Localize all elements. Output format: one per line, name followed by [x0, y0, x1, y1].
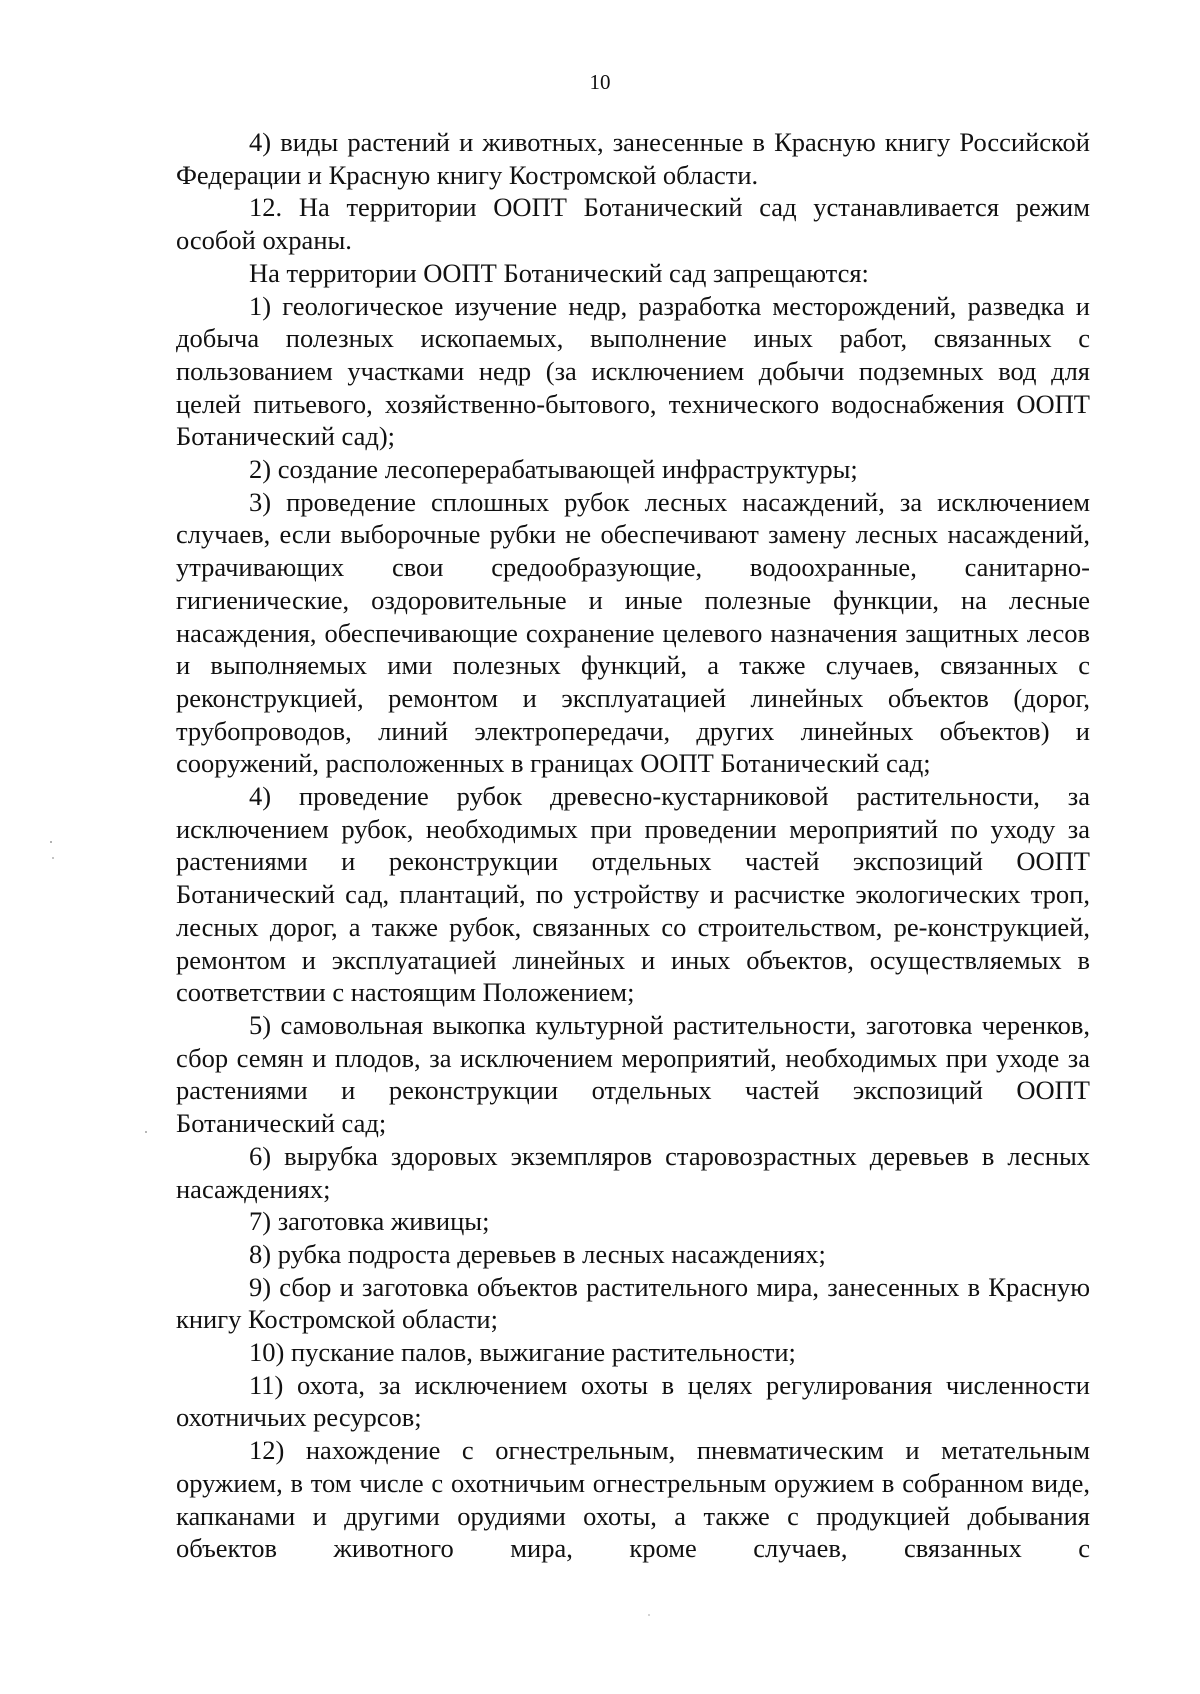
scan-speck — [648, 1614, 650, 1616]
prohibition-item-4: 4) проведение рубок древесно-кустарниковой растительности, за исключением рубок, необходимых при проведении мероприятий по уходу за растениями и реконструкции отдельных частей экспозиций ООПТ Ботанический сад, плантаций, по устройству и расчистке экологических троп, лесных дорог, а также рубок, связанных со строительством, ре-конструкцией, ремонтом и эксплуатацией линейных и иных объектов, осуществляемых в соответствии с настоящим Положением; — [176, 781, 1090, 1008]
prohibition-item-2: 2) создание лесоперерабатывающей инфраструктуры; — [249, 454, 858, 485]
clause-12-protection-regime: 12. На территории ООПТ Ботанический сад устанавливается режим особой охраны. — [176, 192, 1090, 256]
scan-speck — [50, 841, 52, 843]
prohibition-item-11: 11) охота, за исключением охоты в целях регулирования численности охотничьих ресурсов; — [176, 1369, 1090, 1433]
scan-speck — [145, 1131, 147, 1133]
prohibition-item-9: 9) сбор и заготовка объектов растительного мира, занесенных в Красную книгу Костромской области; — [176, 1271, 1090, 1335]
prohibition-item-7: 7) заготовка живицы; — [249, 1206, 490, 1237]
prohibition-item-12: 12) нахождение с огнестрельным, пневматическим и метательным оружием, в том числе с охотничьим огнестрельным оружием в собранном виде, капканами и другими орудиями охоты, а также с продукцией добывания объектов животного мира, кроме случаев, связанных с — [176, 1435, 1090, 1564]
prohibition-item-5: 5) самовольная выкопка культурной растительности, заготовка черенков, сбор семян и плодов, за исключением мероприятий, необходимых при уходе за растениями и реконструкции отдельных частей экспозиций ООПТ Ботанический сад; — [176, 1009, 1090, 1139]
page-number: 10 — [589, 70, 611, 94]
prohibition-item-3: 3) проведение сплошных рубок лесных насаждений, за исключением случаев, если выборочные рубки не обеспечивают замену лесных насаждений, утрачивающих свои средообразующие, водоохранные, санитарно-гигиенические, оздоровительные и иные полезные функции, на лесные насаждения, обеспечивающие сохранение целевого назначения защитных лесов и выполняемых ими полезных функций, а также случаев, связанных с реконструкцией, ремонтом и эксплуатацией линейных объектов (дорог, трубопроводов, линий электропередачи, других линейных объектов) и сооружений, расположенных в границах ООПТ Ботанический сад; — [176, 486, 1090, 779]
prohibition-item-10: 10) пускание палов, выжигание растительности; — [249, 1337, 796, 1368]
prohibitions-intro: На территории ООПТ Ботанический сад запрещаются: — [249, 257, 869, 288]
prohibition-item-8: 8) рубка подроста деревьев в лесных насаждениях; — [249, 1238, 826, 1269]
prohibition-item-6: 6) вырубка здоровых экземпляров старовозрастных деревьев в лесных насаждениях; — [176, 1140, 1090, 1204]
prohibition-item-1: 1) геологическое изучение недр, разработка месторождений, разведка и добыча полезных ископаемых, выполнение иных работ, связанных с пользованием участками недр (за исключением добычи подземных вод для целей питьевого, хозяйственно-бытового, технического водоснабжения ООПТ Ботанический сад); — [176, 290, 1090, 452]
list-item-red-book-species: 4) виды растений и животных, занесенные в Красную книгу Российской Федерации и Красную книгу Костромской области. — [176, 127, 1090, 190]
scan-speck — [52, 857, 54, 859]
